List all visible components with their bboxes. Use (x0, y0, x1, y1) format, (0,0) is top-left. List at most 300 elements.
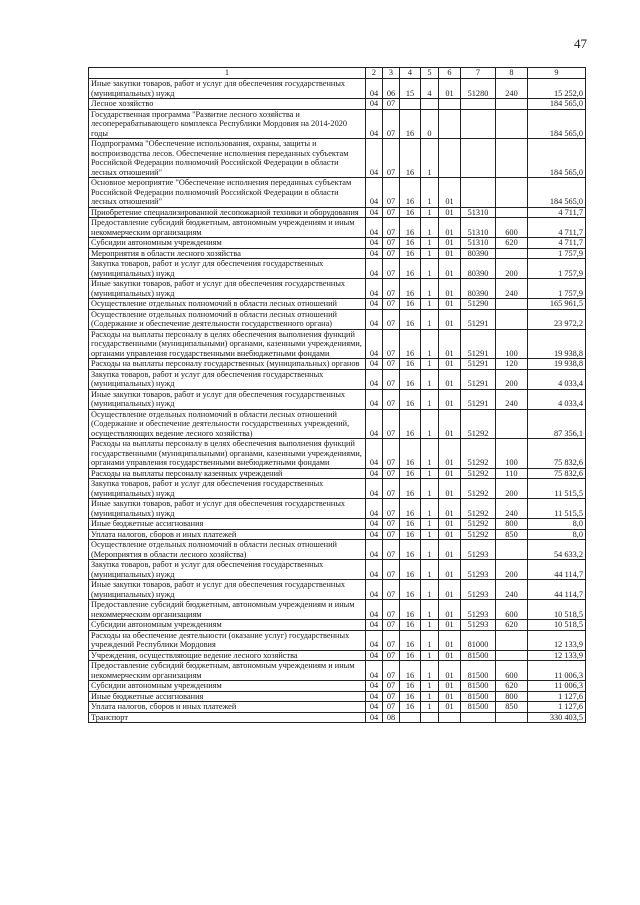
code-event: 01 (439, 259, 461, 279)
column-header: 3 (383, 68, 400, 79)
row-name: Расходы на выплаты персоналу в целях обеспечения выполнения функций государственными (муниципальными) органами, казенными учреждениями, органами управления государственными внебюджетными фондами (89, 329, 366, 359)
code-subsection: 07 (383, 139, 400, 178)
code-program: 16 (400, 439, 421, 469)
code-program (400, 712, 421, 723)
code-program: 16 (400, 650, 421, 661)
code-section: 04 (366, 600, 383, 620)
code-event: 01 (439, 207, 461, 218)
code-expense-type: 200 (496, 560, 528, 580)
code-subprogram: 0 (421, 109, 439, 139)
code-subprogram: 1 (421, 309, 439, 329)
code-section: 04 (366, 468, 383, 479)
code-section: 04 (366, 560, 383, 580)
row-name: Осуществление отдельных полномочий в области лесных отношений (Содержание и обеспечение деятельности государственных учреждений, осуществляющих ведение лесного хозяйства) (89, 409, 366, 439)
code-event: 01 (439, 661, 461, 681)
row-amount: 44 114,7 (528, 560, 586, 580)
code-program: 16 (400, 580, 421, 600)
code-direction: 51292 (461, 499, 496, 519)
code-direction: 51292 (461, 479, 496, 499)
column-header: 7 (461, 68, 496, 79)
row-name: Иные бюджетные ассигнования (89, 519, 366, 530)
row-name: Осуществление отдельных полномочий в области лесных отношений (89, 299, 366, 310)
code-direction: 81500 (461, 661, 496, 681)
code-subsection: 07 (383, 499, 400, 519)
code-program: 16 (400, 691, 421, 702)
row-name: Лесное хозяйство (89, 99, 366, 110)
code-subprogram: 1 (421, 620, 439, 631)
row-amount: 11 515,5 (528, 499, 586, 519)
table-row (89, 178, 586, 208)
table-row (89, 540, 586, 560)
code-section: 04 (366, 499, 383, 519)
code-direction: 51292 (461, 529, 496, 540)
row-amount: 11 006,3 (528, 681, 586, 692)
code-event: 01 (439, 389, 461, 409)
row-amount: 1 757,9 (528, 279, 586, 299)
row-amount: 4 711,7 (528, 207, 586, 218)
code-event: 01 (439, 279, 461, 299)
code-direction: 51292 (461, 468, 496, 479)
row-amount: 23 972,2 (528, 309, 586, 329)
code-expense-type: 200 (496, 479, 528, 499)
table-row (89, 650, 586, 661)
row-amount: 12 133,9 (528, 630, 586, 650)
code-subsection: 07 (383, 409, 400, 439)
code-section: 04 (366, 299, 383, 310)
code-section: 04 (366, 580, 383, 600)
code-subprogram: 1 (421, 439, 439, 469)
row-amount: 184 565,0 (528, 139, 586, 178)
row-amount: 184 565,0 (528, 109, 586, 139)
row-name: Расходы на обеспечение деятельности (оказание услуг) государственных учреждений Республики Мордовия (89, 630, 366, 650)
code-subsection: 07 (383, 468, 400, 479)
table-row (89, 309, 586, 329)
code-subprogram: 4 (421, 79, 439, 99)
code-subprogram (421, 712, 439, 723)
code-subprogram: 1 (421, 178, 439, 208)
table-row (89, 248, 586, 259)
code-section: 04 (366, 620, 383, 631)
table-row (89, 409, 586, 439)
column-header: 2 (366, 68, 383, 79)
code-event: 01 (439, 79, 461, 99)
code-section: 04 (366, 409, 383, 439)
code-section: 04 (366, 207, 383, 218)
code-direction: 51291 (461, 329, 496, 359)
code-event: 01 (439, 620, 461, 631)
code-subprogram: 1 (421, 702, 439, 713)
code-subprogram: 1 (421, 580, 439, 600)
code-expense-type (496, 299, 528, 310)
code-event: 01 (439, 178, 461, 208)
code-section: 04 (366, 329, 383, 359)
table-row (89, 499, 586, 519)
table-row (89, 207, 586, 218)
code-subprogram: 1 (421, 279, 439, 299)
code-subprogram: 1 (421, 359, 439, 370)
code-subsection: 07 (383, 650, 400, 661)
row-amount: 4 711,7 (528, 218, 586, 238)
row-name: Расходы на выплаты персоналу казенных учреждений (89, 468, 366, 479)
column-header: 8 (496, 68, 528, 79)
code-expense-type (496, 109, 528, 139)
code-expense-type: 620 (496, 681, 528, 692)
code-event (439, 99, 461, 110)
code-subprogram: 1 (421, 630, 439, 650)
code-event (439, 712, 461, 723)
code-section: 04 (366, 630, 383, 650)
row-name: Иные бюджетные ассигнования (89, 691, 366, 702)
code-subprogram: 1 (421, 218, 439, 238)
code-program: 16 (400, 369, 421, 389)
code-direction: 81500 (461, 650, 496, 661)
row-amount: 184 565,0 (528, 178, 586, 208)
table-row (89, 359, 586, 370)
row-name: Расходы на выплаты персоналу в целях обеспечения выполнения функций государственными (муниципальными) органами, казенными учреждениями, органами управления государственными внебюджетными фондами (89, 439, 366, 469)
code-expense-type: 850 (496, 529, 528, 540)
code-event: 01 (439, 359, 461, 370)
row-name: Расходы на выплаты персоналу государственных (муниципальных) органов (89, 359, 366, 370)
code-expense-type: 600 (496, 218, 528, 238)
code-section: 04 (366, 369, 383, 389)
table-row (89, 560, 586, 580)
code-subsection: 07 (383, 630, 400, 650)
code-subprogram: 1 (421, 650, 439, 661)
table-row (89, 99, 586, 110)
code-subprogram: 1 (421, 389, 439, 409)
code-event: 01 (439, 468, 461, 479)
code-event: 01 (439, 681, 461, 692)
code-section: 04 (366, 681, 383, 692)
code-program: 16 (400, 409, 421, 439)
code-expense-type: 800 (496, 691, 528, 702)
code-expense-type (496, 178, 528, 208)
code-expense-type (496, 309, 528, 329)
code-section: 04 (366, 712, 383, 723)
code-subprogram: 1 (421, 529, 439, 540)
row-name: Осуществление отдельных полномочий в области лесных отношений (Мероприятия в области лесного хозяйства) (89, 540, 366, 560)
code-subsection: 08 (383, 712, 400, 723)
row-name: Иные закупки товаров, работ и услуг для обеспечения государственных (муниципальных) нужд (89, 580, 366, 600)
code-event (439, 109, 461, 139)
code-subsection: 07 (383, 540, 400, 560)
code-event (439, 139, 461, 178)
code-subprogram: 1 (421, 681, 439, 692)
table-row (89, 139, 586, 178)
code-expense-type: 620 (496, 238, 528, 249)
code-expense-type: 850 (496, 702, 528, 713)
column-header: 1 (89, 68, 366, 79)
code-section: 04 (366, 650, 383, 661)
budget-table (88, 67, 586, 723)
code-direction: 51293 (461, 620, 496, 631)
table-row (89, 580, 586, 600)
code-section: 04 (366, 661, 383, 681)
row-amount: 10 518,5 (528, 620, 586, 631)
code-direction: 51310 (461, 238, 496, 249)
code-section: 04 (366, 259, 383, 279)
code-expense-type (496, 712, 528, 723)
code-event: 01 (439, 409, 461, 439)
code-direction: 51310 (461, 207, 496, 218)
row-amount: 1 127,6 (528, 702, 586, 713)
code-direction: 80390 (461, 248, 496, 259)
code-expense-type (496, 650, 528, 661)
code-program: 15 (400, 79, 421, 99)
code-direction: 51291 (461, 389, 496, 409)
code-event: 01 (439, 691, 461, 702)
code-direction: 51292 (461, 409, 496, 439)
row-name: Предоставление субсидий бюджетным, автономным учреждениям и иным некоммерческим организациям (89, 600, 366, 620)
code-expense-type (496, 630, 528, 650)
table-row (89, 259, 586, 279)
code-subprogram: 1 (421, 468, 439, 479)
code-expense-type: 110 (496, 468, 528, 479)
code-direction: 81000 (461, 630, 496, 650)
code-subsection: 07 (383, 580, 400, 600)
code-subsection: 07 (383, 681, 400, 692)
code-subsection: 07 (383, 702, 400, 713)
code-program: 16 (400, 238, 421, 249)
row-name: Осуществление отдельных полномочий в области лесных отношений (Содержание и обеспечение деятельности государственного органа) (89, 309, 366, 329)
code-subprogram: 1 (421, 661, 439, 681)
code-subsection: 07 (383, 99, 400, 110)
code-event: 01 (439, 329, 461, 359)
code-expense-type: 240 (496, 499, 528, 519)
code-program: 16 (400, 279, 421, 299)
row-amount: 75 832,6 (528, 468, 586, 479)
code-subprogram: 1 (421, 691, 439, 702)
code-subsection: 07 (383, 178, 400, 208)
table-row (89, 329, 586, 359)
table-row (89, 479, 586, 499)
code-subsection: 07 (383, 279, 400, 299)
table-row (89, 468, 586, 479)
row-amount: 19 938,8 (528, 329, 586, 359)
code-event: 01 (439, 650, 461, 661)
code-direction: 51293 (461, 540, 496, 560)
code-program: 16 (400, 259, 421, 279)
row-amount: 4 033,4 (528, 369, 586, 389)
code-event: 01 (439, 580, 461, 600)
table-row (89, 109, 586, 139)
code-direction: 51292 (461, 519, 496, 530)
row-name: Приобретение специализированной лесопожарной техники и оборудования (89, 207, 366, 218)
code-event: 01 (439, 519, 461, 530)
code-program: 16 (400, 468, 421, 479)
row-amount: 8,0 (528, 529, 586, 540)
code-direction: 51280 (461, 79, 496, 99)
row-name: Уплата налогов, сборов и иных платежей (89, 702, 366, 713)
code-direction (461, 139, 496, 178)
code-section: 04 (366, 99, 383, 110)
table-row (89, 691, 586, 702)
code-subsection: 07 (383, 309, 400, 329)
table-row (89, 681, 586, 692)
row-amount: 1 757,9 (528, 259, 586, 279)
code-section: 04 (366, 218, 383, 238)
table-row (89, 279, 586, 299)
code-subprogram: 1 (421, 409, 439, 439)
code-section: 04 (366, 248, 383, 259)
code-subprogram: 1 (421, 560, 439, 580)
code-program (400, 99, 421, 110)
code-subsection: 07 (383, 479, 400, 499)
code-expense-type: 200 (496, 369, 528, 389)
table-body (89, 79, 586, 723)
code-section: 04 (366, 79, 383, 99)
code-program: 16 (400, 519, 421, 530)
row-name: Закупка товаров, работ и услуг для обеспечения государственных (муниципальных) нужд (89, 479, 366, 499)
code-program: 16 (400, 389, 421, 409)
code-expense-type (496, 207, 528, 218)
code-direction (461, 99, 496, 110)
code-section: 04 (366, 702, 383, 713)
row-amount: 330 403,5 (528, 712, 586, 723)
code-subprogram: 1 (421, 238, 439, 249)
code-direction: 51310 (461, 218, 496, 238)
table-header-row (89, 68, 586, 79)
code-section: 04 (366, 178, 383, 208)
row-amount: 184 565,0 (528, 99, 586, 110)
code-program: 16 (400, 540, 421, 560)
table-row (89, 529, 586, 540)
code-program: 16 (400, 630, 421, 650)
row-name: Субсидии автономным учреждениям (89, 620, 366, 631)
code-event: 01 (439, 630, 461, 650)
row-amount: 19 938,8 (528, 359, 586, 370)
code-event: 01 (439, 248, 461, 259)
table-row (89, 600, 586, 620)
code-subsection: 07 (383, 560, 400, 580)
code-section: 04 (366, 309, 383, 329)
code-expense-type: 620 (496, 620, 528, 631)
row-name: Предоставление субсидий бюджетным, автономным учреждениям и иным некоммерческим организациям (89, 218, 366, 238)
code-subprogram: 1 (421, 369, 439, 389)
table-row (89, 661, 586, 681)
code-subsection: 07 (383, 259, 400, 279)
code-subsection: 06 (383, 79, 400, 99)
code-event: 01 (439, 479, 461, 499)
code-subsection: 07 (383, 218, 400, 238)
code-expense-type: 200 (496, 259, 528, 279)
row-amount: 11 515,5 (528, 479, 586, 499)
code-direction (461, 178, 496, 208)
row-name: Предоставление субсидий бюджетным, автономным учреждениям и иным некоммерческим организациям (89, 661, 366, 681)
code-direction: 80390 (461, 279, 496, 299)
row-amount: 4 711,7 (528, 238, 586, 249)
code-subprogram: 1 (421, 519, 439, 530)
code-program: 16 (400, 529, 421, 540)
code-program: 16 (400, 479, 421, 499)
code-subprogram: 1 (421, 499, 439, 519)
code-event: 01 (439, 309, 461, 329)
row-amount: 75 832,6 (528, 439, 586, 469)
code-section: 04 (366, 439, 383, 469)
code-section: 04 (366, 238, 383, 249)
code-program: 16 (400, 299, 421, 310)
code-expense-type: 100 (496, 439, 528, 469)
column-header: 6 (439, 68, 461, 79)
row-name: Закупка товаров, работ и услуг для обеспечения государственных (муниципальных) нужд (89, 560, 366, 580)
code-subsection: 07 (383, 359, 400, 370)
code-program: 16 (400, 661, 421, 681)
row-name: Основное мероприятие "Обеспечение исполнения переданных субъектам Российской Федерации полномочий Российской Федерации в области лесных отношений" (89, 178, 366, 208)
code-section: 04 (366, 519, 383, 530)
table-row (89, 389, 586, 409)
code-direction: 80390 (461, 259, 496, 279)
code-direction: 51290 (461, 299, 496, 310)
code-event: 01 (439, 560, 461, 580)
code-subsection: 07 (383, 299, 400, 310)
row-name: Субсидии автономным учреждениям (89, 238, 366, 249)
row-amount: 11 006,3 (528, 661, 586, 681)
code-event: 01 (439, 238, 461, 249)
code-program: 16 (400, 248, 421, 259)
code-event: 01 (439, 702, 461, 713)
row-amount: 1 757,9 (528, 248, 586, 259)
code-program: 16 (400, 207, 421, 218)
column-header: 4 (400, 68, 421, 79)
code-expense-type: 120 (496, 359, 528, 370)
code-subsection: 07 (383, 439, 400, 469)
code-program: 16 (400, 359, 421, 370)
row-amount: 4 033,4 (528, 389, 586, 409)
code-event: 01 (439, 600, 461, 620)
table-row (89, 702, 586, 713)
code-expense-type (496, 409, 528, 439)
code-program: 16 (400, 499, 421, 519)
table-row (89, 79, 586, 99)
column-header: 5 (421, 68, 439, 79)
code-section: 04 (366, 479, 383, 499)
code-subsection: 07 (383, 389, 400, 409)
code-subsection: 07 (383, 238, 400, 249)
code-program: 16 (400, 702, 421, 713)
code-program: 16 (400, 560, 421, 580)
code-expense-type: 240 (496, 580, 528, 600)
code-expense-type (496, 540, 528, 560)
row-name: Иные закупки товаров, работ и услуг для обеспечения государственных (муниципальных) нужд (89, 279, 366, 299)
code-program: 16 (400, 620, 421, 631)
row-name: Учреждения, осуществляющие ведение лесного хозяйства (89, 650, 366, 661)
code-program: 16 (400, 218, 421, 238)
row-name: Государственная программа "Развитие лесного хозяйства и лесоперерабатывающего комплекса Республики Мордовия на 2014-2020 годы (89, 109, 366, 139)
code-direction: 51293 (461, 580, 496, 600)
code-program: 16 (400, 329, 421, 359)
row-name: Иные закупки товаров, работ и услуг для обеспечения государственных (муниципальных) нужд (89, 499, 366, 519)
row-name: Субсидии автономным учреждениям (89, 681, 366, 692)
code-subprogram: 1 (421, 207, 439, 218)
page-number: 47 (574, 36, 587, 51)
code-subprogram: 1 (421, 259, 439, 279)
code-program: 16 (400, 309, 421, 329)
code-program: 16 (400, 600, 421, 620)
row-name: Транспорт (89, 712, 366, 723)
code-direction: 51292 (461, 439, 496, 469)
table-row (89, 630, 586, 650)
code-section: 04 (366, 279, 383, 299)
code-direction: 51293 (461, 600, 496, 620)
code-direction: 51291 (461, 359, 496, 370)
code-subsection: 07 (383, 691, 400, 702)
code-expense-type (496, 99, 528, 110)
table-row (89, 620, 586, 631)
code-section: 04 (366, 691, 383, 702)
code-program: 16 (400, 178, 421, 208)
code-direction: 81500 (461, 691, 496, 702)
code-section: 04 (366, 540, 383, 560)
